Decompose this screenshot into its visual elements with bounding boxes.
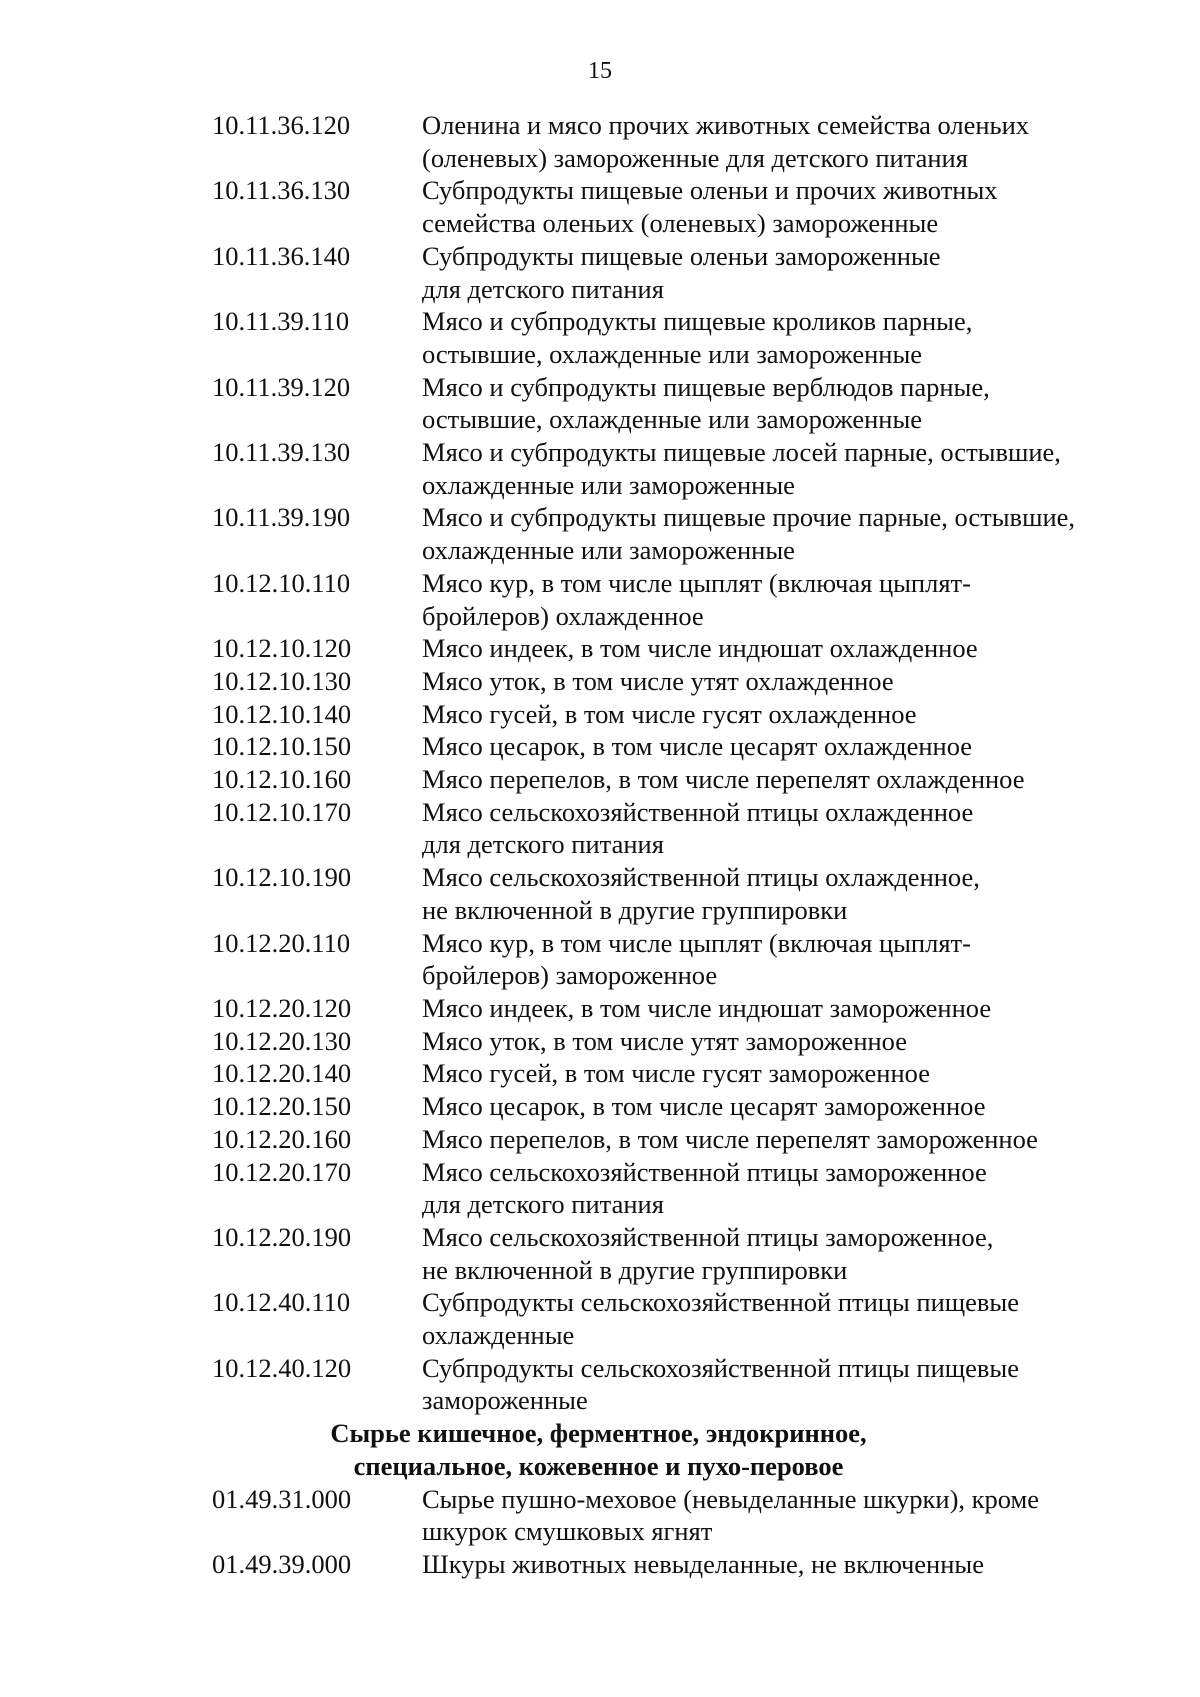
entry-code: 10.12.10.170 <box>212 796 352 827</box>
classifier-entry <box>0 665 1200 698</box>
entry-description <box>422 698 1200 731</box>
entry-code: 10.11.39.120 <box>212 371 351 402</box>
classifier-entry <box>0 1123 1200 1156</box>
entry-description <box>422 1025 1200 1058</box>
entry-description-line: не включенной в другие группировки <box>422 1254 848 1285</box>
entry-description-line: Сырье пушно-меховое (невыделанные шкурки), кроме <box>422 1483 1040 1514</box>
classifier-entry <box>0 501 1200 566</box>
page-number: 15 <box>588 58 612 84</box>
entry-description <box>422 796 1200 861</box>
entry-description-line: Мясо сельскохозяйственной птицы охлажденное <box>422 796 974 827</box>
entry-description <box>422 763 1200 796</box>
entry-code: 10.11.39.110 <box>212 306 350 337</box>
entry-description-line: Мясо индеек, в том числе индюшат замороженное <box>422 992 992 1023</box>
entry-description-line: замороженные <box>422 1385 588 1416</box>
entry-description-line: Мясо перепелов, в том числе перепелят охлажденное <box>422 764 1025 795</box>
entry-description-line: Субпродукты пищевые оленьи замороженные <box>422 240 941 271</box>
entry-code: 10.12.10.150 <box>212 731 352 762</box>
classifier-entry <box>0 1057 1200 1090</box>
entry-description <box>422 632 1200 665</box>
entry-code: 10.12.20.120 <box>212 992 352 1023</box>
entry-description-line: Мясо и субпродукты пищевые кроликов парные, <box>422 306 973 337</box>
entry-description <box>422 1090 1200 1123</box>
entry-description-line: Мясо гусей, в том числе гусят охлажденное <box>422 698 917 729</box>
entry-description <box>422 992 1200 1025</box>
entry-code: 10.12.20.190 <box>212 1221 352 1252</box>
entry-description-line: для детского питания <box>422 273 664 304</box>
entry-code: 10.12.20.110 <box>212 927 351 958</box>
section-heading-line: Сырье кишечное, ферментное, эндокринное, <box>330 1418 867 1449</box>
classifier-entry <box>0 992 1200 1025</box>
entry-description-line: Мясо сельскохозяйственной птицы охлажденное, <box>422 862 980 893</box>
entry-code: 10.12.20.140 <box>212 1058 352 1089</box>
entry-description-line: Мясо цесарок, в том числе цесарят охлажденное <box>422 731 973 762</box>
entry-description-line: бройлеров) охлажденное <box>422 600 704 631</box>
entry-description-line: Мясо и субпродукты пищевые верблюдов парные, <box>422 371 990 402</box>
classifier-entry <box>0 796 1200 861</box>
entry-description-line: охлажденные или замороженные <box>422 469 795 500</box>
classifier-entry <box>0 240 1200 305</box>
entry-code: 10.12.20.150 <box>212 1091 352 1122</box>
entry-code: 10.12.10.140 <box>212 698 352 729</box>
classifier-entry <box>0 1286 1200 1351</box>
entry-code: 10.12.40.110 <box>212 1287 351 1318</box>
classifier-entry <box>0 1025 1200 1058</box>
classifier-entry <box>0 305 1200 370</box>
entry-code: 10.12.10.110 <box>212 567 351 598</box>
entry-code: 10.11.36.120 <box>212 110 351 140</box>
classifier-entry <box>0 927 1200 992</box>
entry-description-line: для детского питания <box>422 829 664 860</box>
entry-code: 10.12.10.190 <box>212 862 352 893</box>
entry-code: 10.11.39.190 <box>212 502 351 533</box>
classifier-entry <box>0 698 1200 731</box>
classifier-entry <box>0 109 1200 174</box>
entry-description-line: Мясо сельскохозяйственной птицы замороженное <box>422 1156 987 1187</box>
entry-description <box>422 1156 1200 1221</box>
entry-description-line: Мясо гусей, в том числе гусят замороженное <box>422 1058 930 1089</box>
entry-description <box>422 1483 1200 1548</box>
entry-code: 10.12.20.170 <box>212 1156 352 1187</box>
classifier-entry <box>0 436 1200 501</box>
entry-code: 10.11.39.130 <box>212 437 351 468</box>
entry-description-line: (оленевых) замороженные для детского питания <box>422 142 968 173</box>
entry-code: 10.12.10.160 <box>212 764 352 795</box>
entry-description <box>422 371 1200 436</box>
entry-description-line: семейства оленьих (оленевых) замороженные <box>422 208 939 239</box>
entry-description-line: Мясо и субпродукты пищевые прочие парные, остывшие, <box>422 502 1076 533</box>
entry-code: 10.11.36.140 <box>212 240 351 271</box>
entry-description <box>422 436 1200 501</box>
entry-description <box>422 109 1200 174</box>
entry-description <box>422 1057 1200 1090</box>
entry-description <box>422 1123 1200 1156</box>
classifier-entry <box>0 1483 1200 1548</box>
entry-description-line: Мясо кур, в том числе цыплят (включая цыплят- <box>422 927 971 958</box>
entry-description <box>422 1352 1200 1417</box>
section-heading-line: специальное, кожевенное и пухо-перовое <box>353 1450 844 1481</box>
entry-description <box>422 240 1200 305</box>
classifier-entry <box>0 174 1200 239</box>
entry-description-line: Мясо уток, в том числе утят охлажденное <box>422 665 894 696</box>
entry-code: 10.12.10.130 <box>212 665 352 696</box>
entry-code: 10.12.40.120 <box>212 1352 352 1383</box>
entry-description-line: охлажденные или замороженные <box>422 535 795 566</box>
entry-description-line: Мясо цесарок, в том числе цесарят замороженное <box>422 1091 986 1122</box>
classifier-entry <box>0 567 1200 632</box>
entry-description-line: Мясо уток, в том числе утят замороженное <box>422 1025 908 1056</box>
classifier-entry <box>0 1352 1200 1417</box>
classifier-entry <box>0 1221 1200 1286</box>
classifier-entry <box>0 1156 1200 1221</box>
entry-description-line: Мясо перепелов, в том числе перепелят замороженное <box>422 1123 1038 1154</box>
document-body <box>0 109 1200 1581</box>
classifier-entry <box>0 730 1200 763</box>
entry-description <box>422 501 1200 566</box>
entry-description-line: Субпродукты сельскохозяйственной птицы пищевые <box>422 1287 1020 1318</box>
entry-code: 01.49.39.000 <box>212 1548 352 1579</box>
classifier-entry <box>0 371 1200 436</box>
entry-code: 10.12.20.160 <box>212 1123 352 1154</box>
entry-description-line: Мясо кур, в том числе цыплят (включая цыплят- <box>422 567 971 598</box>
classifier-entry <box>0 763 1200 796</box>
entry-description-line: Мясо и субпродукты пищевые лосей парные, остывшие, <box>422 437 1061 468</box>
entry-description-line: Мясо сельскохозяйственной птицы замороженное, <box>422 1221 994 1252</box>
entry-description-line: Мясо индеек, в том числе индюшат охлажденное <box>422 633 978 664</box>
entry-description-line: остывшие, охлажденные или замороженные <box>422 404 923 435</box>
entry-description-line: Оленина и мясо прочих животных семейства оленьих <box>422 110 1030 140</box>
entry-description <box>422 305 1200 370</box>
entry-description <box>422 861 1200 926</box>
classifier-entry <box>0 861 1200 926</box>
entry-description <box>422 567 1200 632</box>
entry-code: 10.12.10.120 <box>212 633 352 664</box>
entry-description-line: не включенной в другие группировки <box>422 894 848 925</box>
entry-description-line: бройлеров) замороженное <box>422 960 718 991</box>
entry-description <box>422 174 1200 239</box>
classifier-entry <box>0 1090 1200 1123</box>
entry-description-line: остывшие, охлажденные или замороженные <box>422 338 923 369</box>
entry-description <box>422 730 1200 763</box>
entry-description <box>422 665 1200 698</box>
classifier-list <box>0 1483 1200 1581</box>
entry-description-line: шкурок смушковых ягнят <box>422 1516 713 1547</box>
classifier-list <box>0 109 1200 1417</box>
entry-description <box>422 1221 1200 1286</box>
classifier-entry <box>0 632 1200 665</box>
entry-description-line: для детского питания <box>422 1189 664 1220</box>
entry-description-line: Шкуры животных невыделанные, не включенные <box>422 1548 984 1579</box>
classifier-entry <box>0 1548 1200 1581</box>
entry-description <box>422 927 1200 992</box>
section-heading <box>31 1417 1166 1482</box>
entry-description-line: охлажденные <box>422 1320 575 1351</box>
entry-code: 01.49.31.000 <box>212 1483 352 1514</box>
entry-description-line: Субпродукты сельскохозяйственной птицы пищевые <box>422 1352 1020 1383</box>
entry-code: 10.11.36.130 <box>212 175 351 206</box>
entry-description <box>422 1548 1200 1581</box>
entry-code: 10.12.20.130 <box>212 1025 352 1056</box>
entry-description-line: Субпродукты пищевые оленьи и прочих животных <box>422 175 998 206</box>
entry-description <box>422 1286 1200 1351</box>
